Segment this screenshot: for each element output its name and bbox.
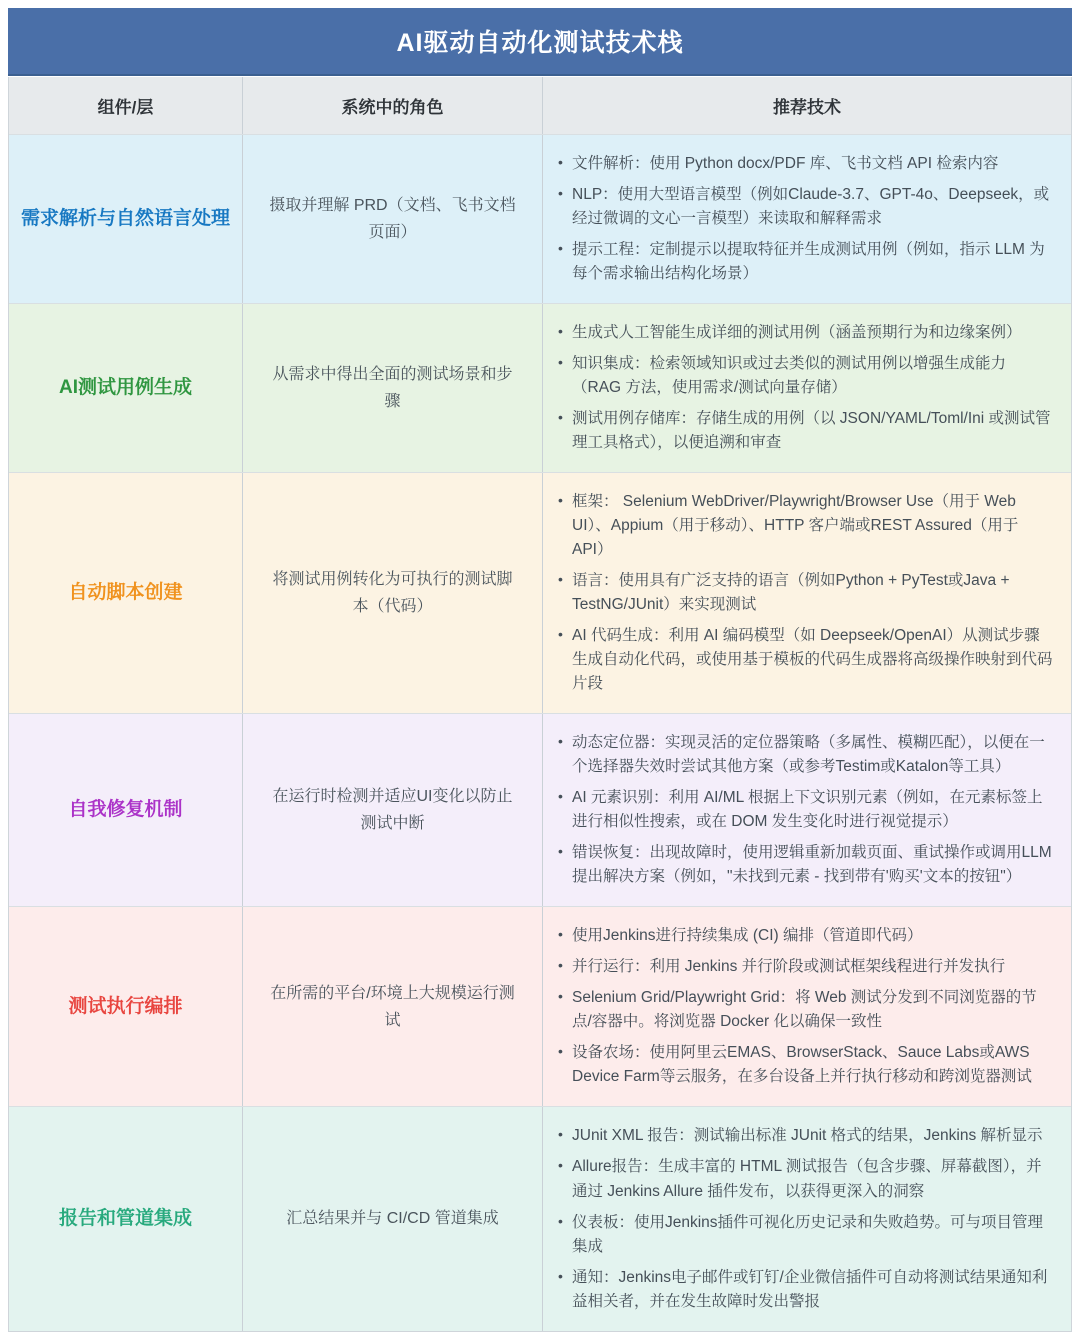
component-label: 需求解析与自然语言处理 <box>21 207 231 229</box>
tech-list <box>557 917 1055 1096</box>
title-bar <box>8 8 1072 76</box>
tech-item: • 知识集成：检索领域知识或过去类似的测试用例以增强生成能力（RAG 方法，使用需求/测试向量存储） <box>557 352 1055 400</box>
component-cell <box>9 135 243 303</box>
component-label: AI测试用例生成 <box>58 376 192 398</box>
role-text: 在所需的平台/环境上大规模运行测试 <box>270 984 515 1029</box>
role-cell <box>243 473 543 713</box>
component-label: 自我修复机制 <box>68 799 183 821</box>
tech-cell <box>543 1107 1071 1330</box>
tech-cell <box>543 714 1071 906</box>
role-text: 将测试用例转化为可执行的测试脚本（代码） <box>272 571 513 616</box>
table-row <box>9 303 1071 472</box>
component-cell <box>9 1107 243 1330</box>
tech-list <box>557 724 1055 896</box>
tech-item: • 测试用例存储库：存储生成的用例（以 JSON/YAML/Toml/Ini 或测试管理工具格式），以便追溯和审查 <box>557 407 1055 455</box>
table-body <box>9 134 1071 1331</box>
tech-list <box>557 1117 1055 1320</box>
table-row <box>9 472 1071 713</box>
component-label: 报告和管道集成 <box>58 1207 192 1229</box>
tech-item: • 仪表板：使用Jenkins插件可视化历史记录和失败趋势。可与项目管理集成 <box>557 1211 1055 1259</box>
tech-item: • 通知：Jenkins电子邮件或钉钉/企业微信插件可自动将测试结果通知利益相关者，并在发生故障时发出警报 <box>557 1266 1055 1314</box>
role-text: 汇总结果并与 CI/CD 管道集成 <box>286 1210 499 1228</box>
tech-item: • NLP：使用大型语言模型（例如Claude-3.7、GPT-4o、Deepseek，或经过微调的文心一言模型）来读取和解释需求 <box>557 183 1055 231</box>
table-row <box>9 134 1071 303</box>
tech-stack-table <box>8 77 1072 1332</box>
tech-item: • 动态定位器：实现灵活的定位器策略（多属性、模糊匹配），以便在一个选择器失效时尝试其他方案（或参考Testim或Katalon等工具） <box>557 731 1055 779</box>
table-header-row <box>9 77 1071 134</box>
table-row <box>9 906 1071 1106</box>
tech-cell <box>543 907 1071 1106</box>
component-label: 测试执行编排 <box>68 995 183 1017</box>
role-cell <box>243 304 543 472</box>
component-label: 自动脚本创建 <box>68 581 183 603</box>
component-cell <box>9 473 243 713</box>
tech-item: • Allure报告：生成丰富的 HTML 测试报告（包含步骤、屏幕截图），并通过 Jenkins Allure 插件发布，以获得更深入的洞察 <box>557 1155 1055 1203</box>
header-component-layer: 组件/层 <box>9 77 243 134</box>
role-cell <box>243 135 543 303</box>
role-text: 在运行时检测并适应UI变化以防止测试中断 <box>272 788 513 833</box>
tech-item: • JUnit XML 报告：测试输出标准 JUnit 格式的结果，Jenkins 解析显示 <box>557 1124 1055 1148</box>
tech-item: • 错误恢复：出现故障时，使用逻辑重新加载页面、重试操作或调用LLM 提出解决方案（例如，"未找到元素 - 找到带有'购买'文本的按钮"） <box>557 841 1055 889</box>
tech-cell <box>543 304 1071 472</box>
tech-cell <box>543 473 1071 713</box>
header-recommended-tech: 推荐技术 <box>773 98 841 117</box>
tech-item: • 文件解析：使用 Python docx/PDF 库、飞书文档 API 检索内容 <box>557 152 1055 176</box>
infographic-container <box>8 8 1072 1332</box>
tech-item: • Selenium Grid/Playwright Grid：将 Web 测试分发到不同浏览器的节点/容器中。将浏览器 Docker 化以确保一致性 <box>557 986 1055 1034</box>
table-row <box>9 713 1071 906</box>
component-cell <box>9 304 243 472</box>
role-cell <box>243 714 543 906</box>
role-cell <box>243 1107 543 1330</box>
component-cell <box>9 907 243 1106</box>
tech-item: • 并行运行：利用 Jenkins 并行阶段或测试框架线程进行并发执行 <box>557 955 1055 979</box>
tech-item: • AI 代码生成：利用 AI 编码模型（如 Deepseek/OpenAI）从测试步骤生成自动化代码，或使用基于模板的代码生成器将高级操作映射到代码片段 <box>557 624 1055 696</box>
page-title: AI驱动自动化测试技术栈 <box>396 29 684 57</box>
component-cell <box>9 714 243 906</box>
tech-item: • 提示工程：定制提示以提取特征并生成测试用例（例如，指示 LLM 为每个需求输出结构化场景） <box>557 238 1055 286</box>
tech-item: • 语言：使用具有广泛支持的语言（例如Python + PyTest或Java + TestNG/JUnit）来实现测试 <box>557 569 1055 617</box>
tech-item: • 设备农场：使用阿里云EMAS、BrowserStack、Sauce Labs或AWS Device Farm等云服务，在多台设备上并行执行移动和跨浏览器测试 <box>557 1041 1055 1089</box>
header-role-in-system: 系统中的角色 <box>243 77 543 134</box>
role-text: 摄取并理解 PRD（文档、飞书文档页面） <box>269 196 516 242</box>
role-text: 从需求中得出全面的测试场景和步骤 <box>272 365 513 411</box>
tech-cell <box>543 135 1071 303</box>
tech-item: • 框架： Selenium WebDriver/Playwright/Browser Use（用于 Web UI）、Appium（用于移动）、HTTP 客户端或REST Assured（用于 API） <box>557 490 1055 562</box>
tech-item: • 生成式人工智能生成详细的测试用例（涵盖预期行为和边缘案例） <box>557 321 1055 345</box>
role-cell <box>243 907 543 1106</box>
tech-list <box>557 483 1055 703</box>
tech-item: • AI 元素识别：利用 AI/ML 根据上下文识别元素（例如，在元素标签上进行相似性搜索，或在 DOM 发生变化时进行视觉提示） <box>557 786 1055 834</box>
tech-item: • 使用Jenkins进行持续集成 (CI) 编排（管道即代码） <box>557 924 1055 948</box>
tech-list <box>557 145 1055 293</box>
table-row <box>9 1106 1071 1330</box>
tech-list <box>557 314 1055 462</box>
